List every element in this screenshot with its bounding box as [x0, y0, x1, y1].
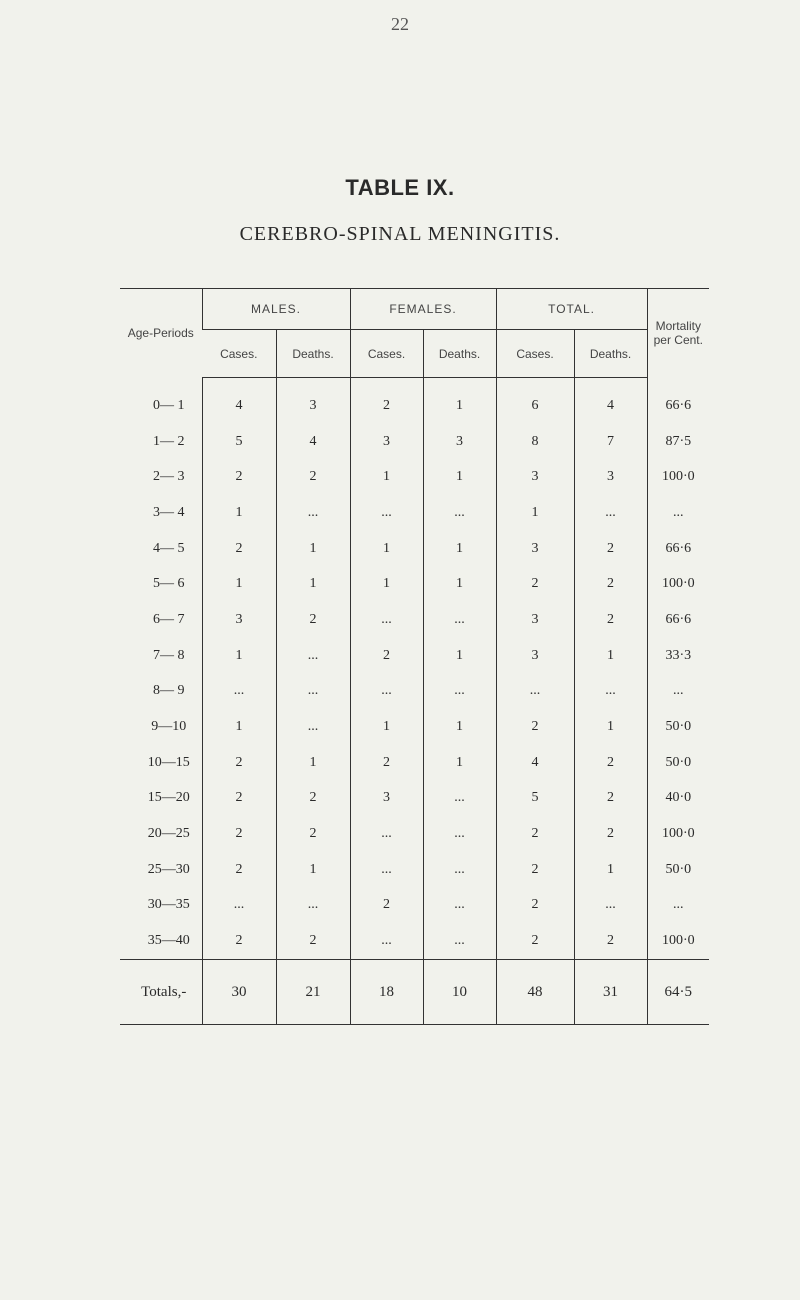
table-label: TABLE IX.: [345, 175, 455, 200]
totals-t-deaths: 31: [574, 960, 647, 1025]
cell-t-deaths: 2: [574, 745, 647, 781]
cell-t-cases: 5: [496, 781, 574, 817]
cell-f-cases: ...: [350, 852, 423, 888]
cell-f-deaths: 1: [423, 378, 496, 424]
totals-age: Totals,-: [120, 960, 202, 1025]
totals-row: [120, 960, 709, 1025]
cell-age: 4— 5: [153, 540, 185, 556]
cell-m-cases: 2: [202, 459, 276, 495]
table-row: [120, 566, 709, 602]
cell-age: 15—20: [147, 790, 190, 806]
cell-f-cases: 2: [350, 638, 423, 674]
cell-t-cases: 3: [496, 459, 574, 495]
males-deaths-header: Deaths.: [276, 330, 350, 378]
table-row: [120, 709, 709, 745]
cell-f-deaths: 1: [423, 638, 496, 674]
table-row: [120, 852, 709, 888]
cell-m-deaths: 1: [276, 531, 350, 567]
cell-age: 25—30: [147, 861, 190, 877]
totals-f-deaths: 10: [423, 960, 496, 1025]
cell-age: 9—10: [151, 719, 187, 735]
cell-t-deaths: 2: [574, 531, 647, 567]
cell-t-cases: ...: [496, 674, 574, 710]
cell-f-deaths: 1: [423, 531, 496, 567]
page-number: 22: [391, 14, 409, 34]
cell-mortality: 100·0: [647, 566, 709, 602]
table-row: [120, 781, 709, 817]
totals-t-cases: 48: [496, 960, 574, 1025]
cell-age: 1— 2: [153, 433, 185, 449]
cell-m-cases: 5: [202, 424, 276, 460]
females-header: FEMALES.: [350, 289, 496, 330]
cell-t-deaths: ...: [574, 495, 647, 531]
cell-t-deaths: 3: [574, 459, 647, 495]
cell-m-deaths: 4: [276, 424, 350, 460]
cell-t-cases: 3: [496, 638, 574, 674]
cell-m-deaths: ...: [276, 495, 350, 531]
cell-t-cases: 2: [496, 709, 574, 745]
cell-mortality: 50·0: [647, 852, 709, 888]
cell-m-cases: 1: [202, 566, 276, 602]
table-row: [120, 531, 709, 567]
cell-t-cases: 3: [496, 602, 574, 638]
cell-f-cases: 1: [350, 459, 423, 495]
cell-mortality: 66·6: [647, 378, 709, 424]
cell-m-deaths: 2: [276, 602, 350, 638]
table-body: [120, 378, 709, 1025]
cell-t-deaths: 2: [574, 923, 647, 959]
cell-m-cases: 2: [202, 923, 276, 959]
mortality-header: Mortality per Cent.: [647, 289, 709, 378]
table-row: [120, 459, 709, 495]
cell-m-cases: 3: [202, 602, 276, 638]
cell-f-cases: 2: [350, 378, 423, 424]
cell-t-deaths: 2: [574, 816, 647, 852]
table-row: [120, 424, 709, 460]
cell-age: 35—40: [147, 933, 190, 949]
cell-m-deaths: ...: [276, 888, 350, 924]
cell-f-deaths: ...: [423, 816, 496, 852]
cell-f-cases: ...: [350, 816, 423, 852]
cell-t-deaths: 2: [574, 781, 647, 817]
cell-f-deaths: ...: [423, 888, 496, 924]
table-row: [120, 495, 709, 531]
cell-age: 20—25: [147, 826, 190, 842]
cell-age: 5— 6: [153, 576, 185, 592]
cell-t-deaths: 1: [574, 638, 647, 674]
cell-m-cases: 4: [202, 378, 276, 424]
cell-age: 6— 7: [153, 611, 185, 627]
total-deaths-header: Deaths.: [574, 330, 647, 378]
cell-t-deaths: 1: [574, 852, 647, 888]
cell-m-deaths: 2: [276, 459, 350, 495]
cell-mortality: 50·0: [647, 709, 709, 745]
cell-f-deaths: ...: [423, 781, 496, 817]
cell-m-deaths: 2: [276, 816, 350, 852]
cell-mortality: ...: [647, 674, 709, 710]
totals-m-deaths: 21: [276, 960, 350, 1025]
cell-m-deaths: ...: [276, 638, 350, 674]
cell-f-deaths: 3: [423, 424, 496, 460]
cell-m-deaths: 1: [276, 745, 350, 781]
cell-m-cases: 2: [202, 781, 276, 817]
females-deaths-header: Deaths.: [423, 330, 496, 378]
cell-t-cases: 8: [496, 424, 574, 460]
cell-f-deaths: ...: [423, 602, 496, 638]
cell-age: 7— 8: [153, 647, 185, 663]
cell-f-cases: ...: [350, 674, 423, 710]
cell-t-deaths: 7: [574, 424, 647, 460]
meningitis-table: [120, 288, 709, 1025]
cell-f-cases: ...: [350, 602, 423, 638]
cell-m-cases: 2: [202, 852, 276, 888]
cell-m-cases: ...: [202, 888, 276, 924]
cell-age: 2— 3: [153, 469, 185, 485]
age-periods-header: Age-Periods: [120, 289, 202, 378]
cell-mortality: 100·0: [647, 816, 709, 852]
cell-m-deaths: 2: [276, 781, 350, 817]
cell-f-cases: 3: [350, 781, 423, 817]
total-cases-header: Cases.: [496, 330, 574, 378]
cell-t-cases: 2: [496, 852, 574, 888]
table-row: [120, 923, 709, 959]
cell-f-cases: 1: [350, 531, 423, 567]
cell-f-deaths: 1: [423, 459, 496, 495]
cell-mortality: ...: [647, 888, 709, 924]
cell-age: 10—15: [147, 754, 190, 770]
cell-mortality: ...: [647, 495, 709, 531]
cell-f-cases: 1: [350, 566, 423, 602]
cell-m-cases: 2: [202, 531, 276, 567]
cell-mortality: 66·6: [647, 602, 709, 638]
cell-mortality: 50·0: [647, 745, 709, 781]
cell-t-cases: 2: [496, 816, 574, 852]
cell-f-cases: 2: [350, 888, 423, 924]
cell-m-deaths: ...: [276, 674, 350, 710]
cell-mortality: 66·6: [647, 531, 709, 567]
total-header: TOTAL.: [496, 289, 647, 330]
males-cases-header: Cases.: [202, 330, 276, 378]
males-header: MALES.: [202, 289, 350, 330]
cell-age: 0— 1: [153, 397, 185, 413]
cell-age: 8— 9: [153, 683, 185, 699]
cell-t-cases: 2: [496, 923, 574, 959]
cell-mortality: 40·0: [647, 781, 709, 817]
table-row: [120, 602, 709, 638]
totals-f-cases: 18: [350, 960, 423, 1025]
cell-f-cases: 3: [350, 424, 423, 460]
table-row: [120, 816, 709, 852]
cell-t-deaths: ...: [574, 674, 647, 710]
cell-m-deaths: 2: [276, 923, 350, 959]
cell-f-deaths: ...: [423, 852, 496, 888]
cell-age: 3— 4: [153, 504, 185, 520]
totals-mortality: 64·5: [647, 960, 709, 1025]
cell-age: 30—35: [147, 897, 190, 913]
table-row: [120, 674, 709, 710]
females-cases-header: Cases.: [350, 330, 423, 378]
cell-t-cases: 2: [496, 566, 574, 602]
table-row: [120, 378, 709, 424]
cell-m-cases: 2: [202, 745, 276, 781]
table-row: [120, 745, 709, 781]
cell-t-deaths: 1: [574, 709, 647, 745]
cell-f-deaths: 1: [423, 745, 496, 781]
cell-f-deaths: 1: [423, 709, 496, 745]
cell-mortality: 87·5: [647, 424, 709, 460]
cell-mortality: 100·0: [647, 459, 709, 495]
cell-f-cases: 2: [350, 745, 423, 781]
cell-f-deaths: ...: [423, 674, 496, 710]
cell-t-cases: 1: [496, 495, 574, 531]
cell-t-deaths: 2: [574, 602, 647, 638]
cell-t-cases: 3: [496, 531, 574, 567]
table-title: CEREBRO-SPINAL MENINGITIS.: [239, 223, 561, 245]
cell-mortality: 33·3: [647, 638, 709, 674]
cell-t-deaths: 4: [574, 378, 647, 424]
cell-t-cases: 6: [496, 378, 574, 424]
table-row: [120, 888, 709, 924]
cell-t-cases: 2: [496, 888, 574, 924]
cell-f-deaths: 1: [423, 566, 496, 602]
cell-t-deaths: 2: [574, 566, 647, 602]
cell-t-deaths: ...: [574, 888, 647, 924]
cell-f-deaths: ...: [423, 923, 496, 959]
cell-m-deaths: 1: [276, 566, 350, 602]
cell-f-deaths: ...: [423, 495, 496, 531]
cell-m-cases: 1: [202, 638, 276, 674]
totals-m-cases: 30: [202, 960, 276, 1025]
cell-m-deaths: 3: [276, 378, 350, 424]
cell-f-cases: 1: [350, 709, 423, 745]
cell-m-cases: ...: [202, 674, 276, 710]
cell-m-deaths: 1: [276, 852, 350, 888]
cell-m-cases: 1: [202, 709, 276, 745]
table-row: [120, 638, 709, 674]
cell-m-cases: 2: [202, 816, 276, 852]
cell-t-cases: 4: [496, 745, 574, 781]
cell-m-deaths: ...: [276, 709, 350, 745]
cell-mortality: 100·0: [647, 923, 709, 959]
cell-f-cases: ...: [350, 495, 423, 531]
cell-m-cases: 1: [202, 495, 276, 531]
cell-f-cases: ...: [350, 923, 423, 959]
